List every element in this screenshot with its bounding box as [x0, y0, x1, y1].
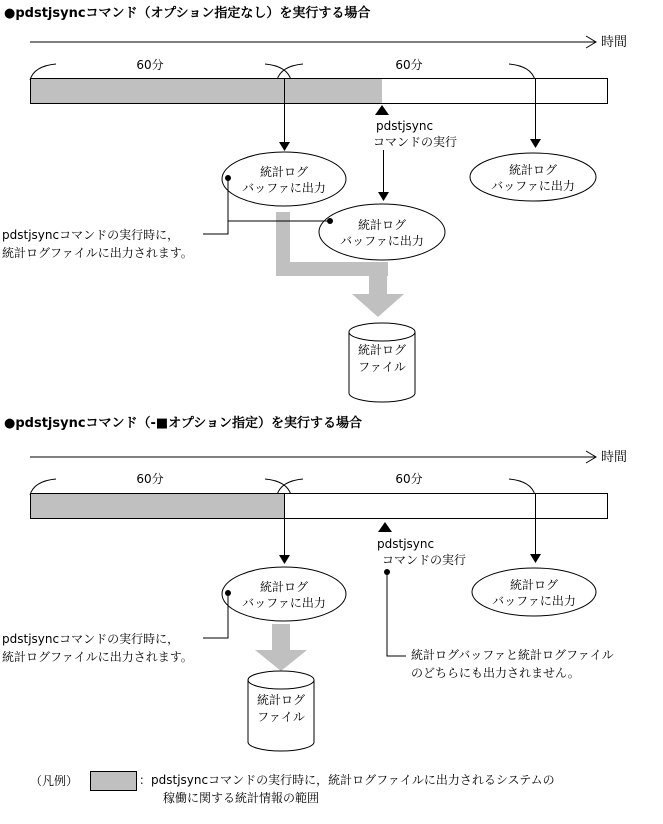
d1-buffer-ellipse-middle-label: 統計ログ バッファに出力: [340, 218, 424, 248]
d2-timeline-bar: [30, 493, 608, 519]
d1-time-axis-label: 時間: [601, 35, 628, 50]
d2-interval1-label: 60分: [136, 472, 164, 486]
legend-swatch: [91, 772, 137, 791]
d1-interval2-label: 60分: [395, 58, 423, 72]
d1-title: ●pdstjsyncコマンド（オプション指定なし）を実行する場合: [4, 6, 371, 21]
d1-interval1-label: 60分: [136, 58, 164, 72]
d2-title: ●pdstjsyncコマンド（-■オプション指定）を実行する場合: [4, 416, 363, 431]
legend-text-line1: ：pdstjsyncコマンドの実行時に，統計ログファイルに出力されるシステムの: [139, 773, 555, 787]
d2-flow-arrow-to-file: [255, 624, 307, 671]
d1-command-marker-line2: コマンドの実行: [373, 135, 458, 149]
d2-time-axis-arrow: [30, 451, 596, 463]
d2-buffer-ellipse-right-label: 統計ログ バッファに出力: [492, 578, 576, 608]
legend-label: （凡例）: [30, 774, 79, 788]
d1-buffer-ellipse-right-label: 統計ログ バッファに出力: [491, 163, 575, 193]
d2-right-note: 統計ログバッファと統計ログファイル のどちらにも出力されません。: [411, 648, 614, 680]
d2-arrow-to-left-ellipse: [279, 519, 290, 564]
d1-arrow-to-middle-ellipse: [378, 150, 389, 201]
d2-command-exec-marker-triangle: [378, 522, 392, 532]
d2-interval2-label: 60分: [395, 472, 423, 486]
d1-log-file-label: 統計ログ ファイル: [357, 343, 406, 374]
d2-buffer-ellipse-left-label: 統計ログ バッファに出力: [242, 580, 326, 610]
d2-gray-range: [30, 493, 284, 519]
d1-time-axis-arrow: [30, 36, 596, 48]
d1-arrow-to-left-ellipse: [279, 104, 290, 151]
d1-command-marker-line1: pdstjsync: [376, 119, 434, 133]
d1-timeline-bar: [30, 78, 608, 104]
d2-time-axis-label: 時間: [601, 450, 628, 465]
d2-log-file-label: 統計ログ ファイル: [256, 693, 305, 724]
d2-command-marker-line1: pdstjsync: [377, 537, 435, 551]
legend-text-line2: 稼働に関する統計情報の範囲: [163, 791, 320, 805]
d1-gray-range: [30, 78, 382, 104]
d1-buffer-ellipse-left-label: 統計ログ バッファに出力: [242, 165, 326, 195]
d1-interval-brace-marks: [30, 64, 535, 80]
d2-command-marker-line2: コマンドの実行: [382, 553, 467, 567]
d1-note: pdstjsyncコマンドの実行時に， 統計ログファイルに出力されます。: [2, 228, 193, 260]
d2-note: pdstjsyncコマンドの実行時に， 統計ログファイルに出力されます。: [2, 632, 193, 664]
d2-interval-brace-marks: [30, 479, 535, 495]
d1-command-exec-marker-triangle: [375, 105, 389, 115]
